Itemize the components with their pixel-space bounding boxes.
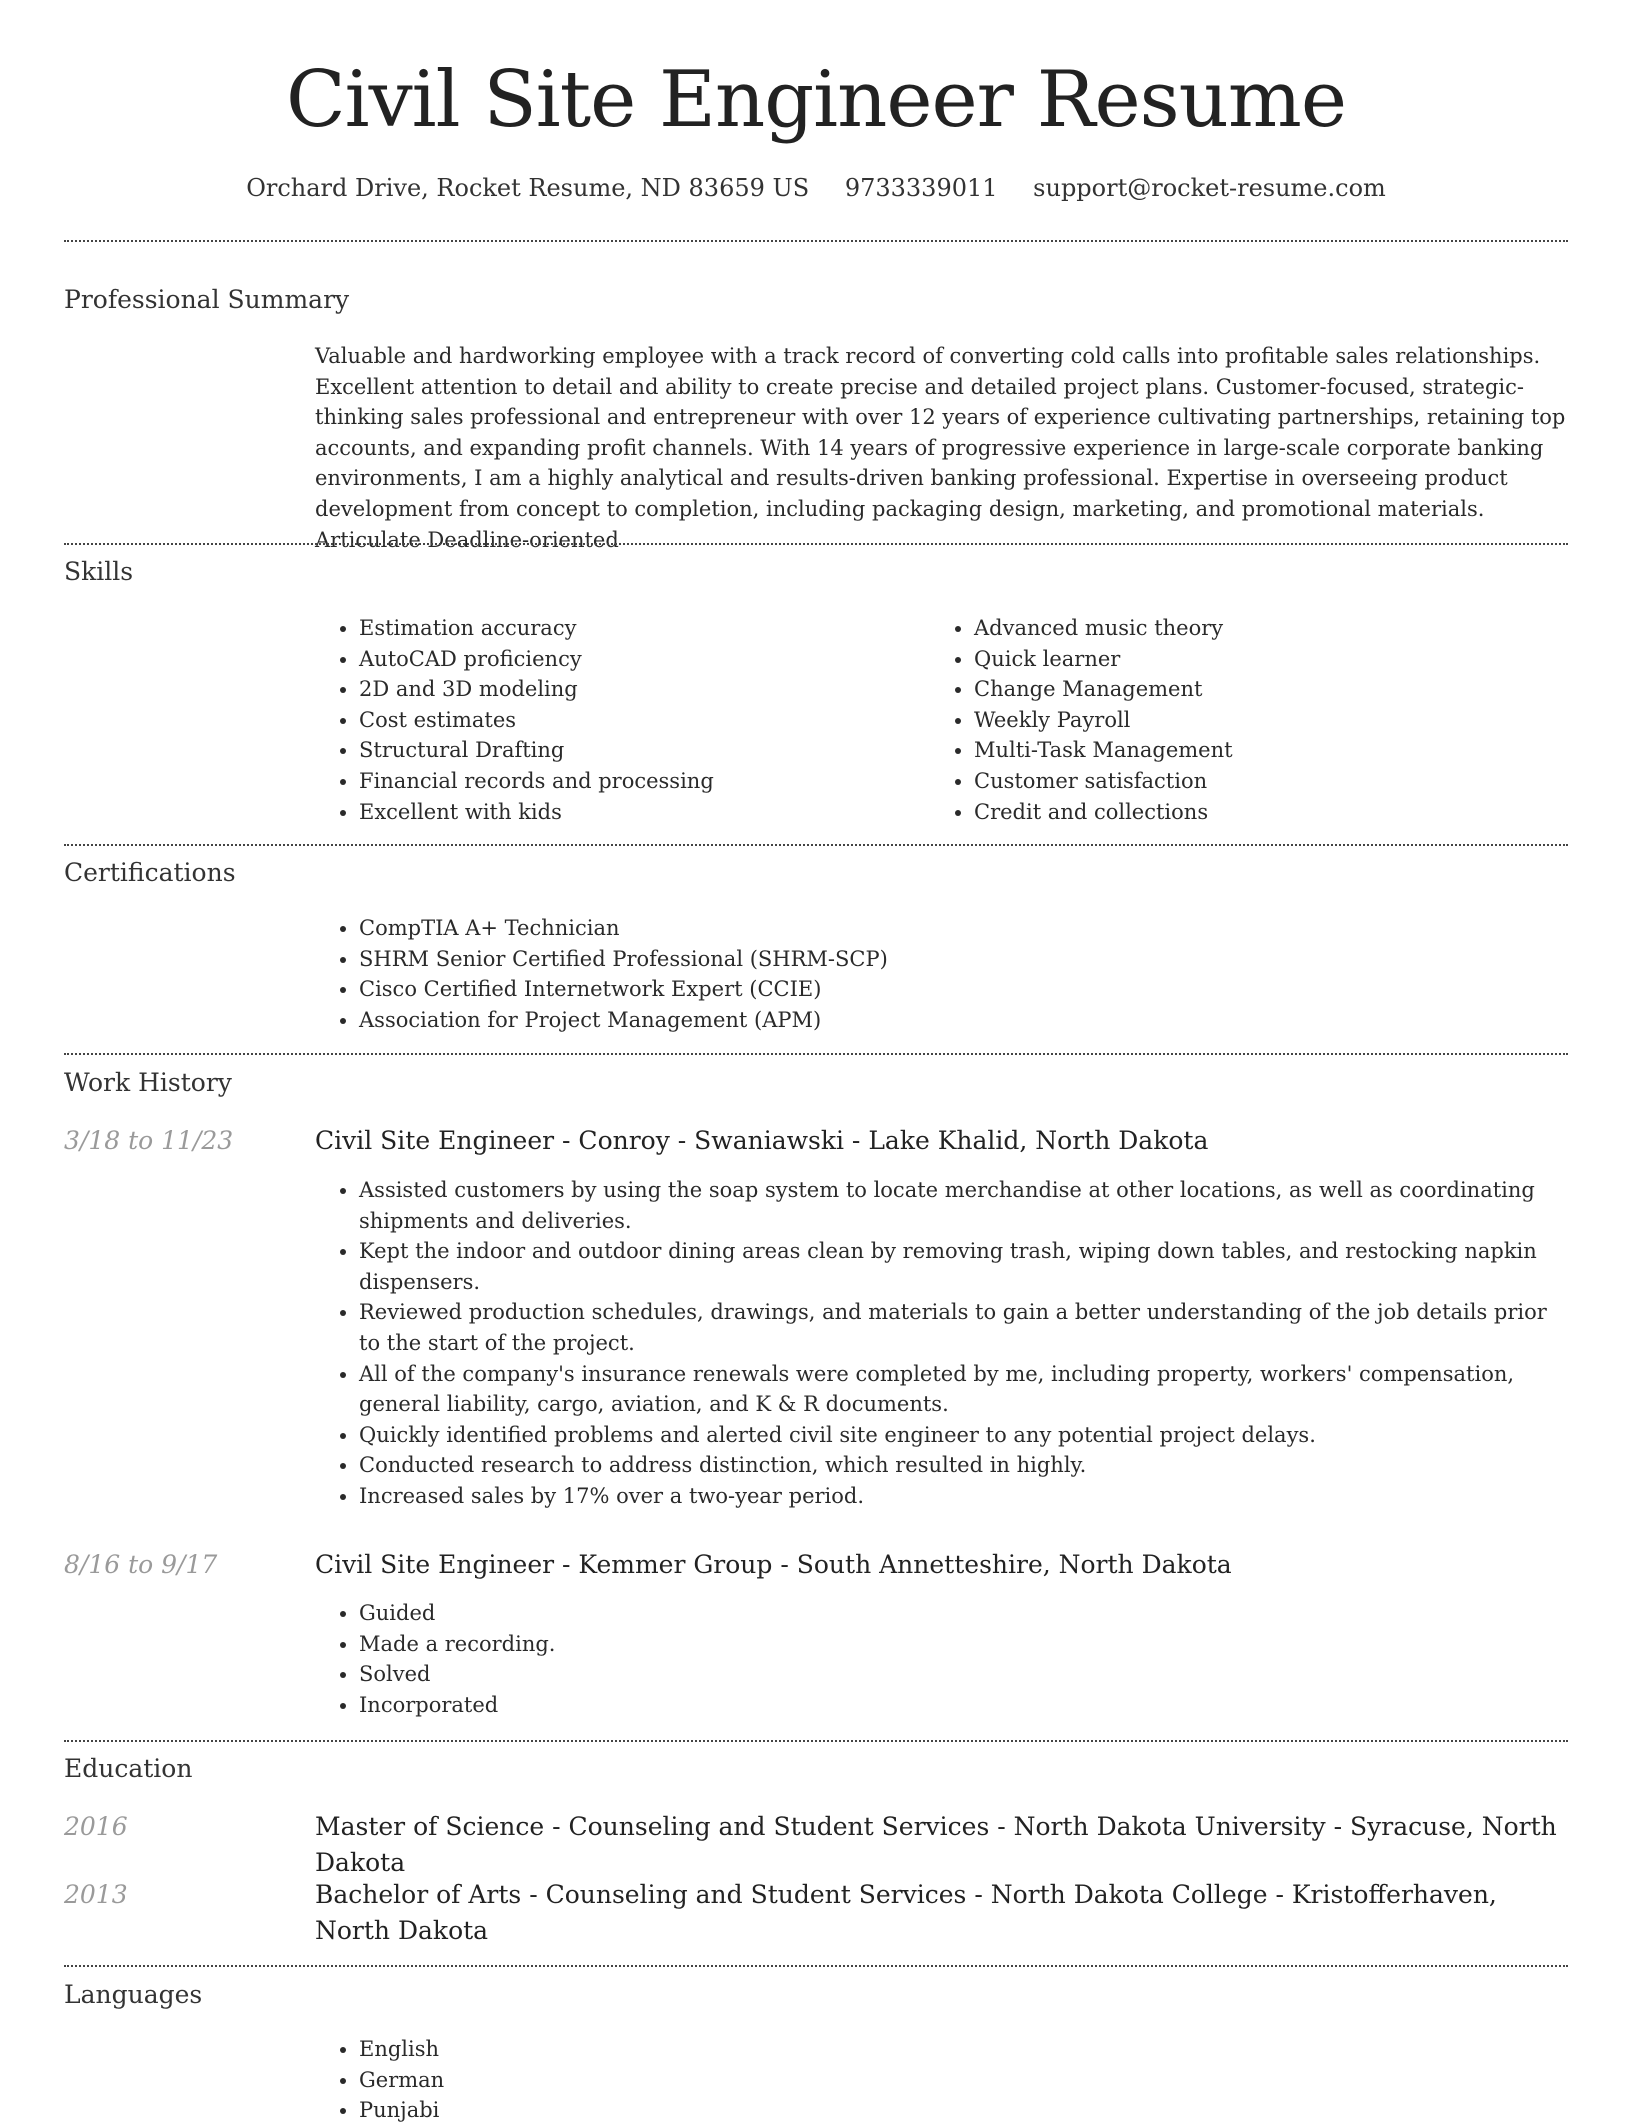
section-divider — [64, 1965, 1568, 1967]
job-heading — [315, 1123, 1568, 1159]
skill-item: • Advanced music theory — [974, 613, 1574, 644]
skill-item: • Credit and collections — [974, 797, 1574, 828]
skill-item: • Change Management — [974, 674, 1574, 705]
job-bullet: • Increased sales by 17% over a two-year period. — [359, 1481, 1568, 1512]
job-bullets — [315, 1598, 1559, 1720]
skill-item: • Structural Drafting — [359, 735, 929, 766]
job-bullet: • Conducted research to address distinction, which resulted in highly. — [359, 1450, 1568, 1481]
section-divider — [64, 543, 1568, 545]
section-divider — [64, 844, 1568, 846]
summary-heading: Professional Summary — [64, 285, 350, 314]
education-degree: Bachelor of Arts - Counseling and Student Services — [315, 1880, 967, 1909]
education-heading: Education — [64, 1754, 193, 1783]
certification-item: • Cisco Certified Internetwork Expert (CCIE) — [359, 974, 1559, 1005]
skill-item: • Financial records and processing — [359, 766, 929, 797]
contact-address: Orchard Drive, Rocket Resume, ND 83659 US — [246, 174, 810, 202]
job-bullet: • Kept the indoor and outdoor dining areas clean by removing trash, wiping down tables, and restocking napkin dispensers. — [359, 1236, 1568, 1297]
job-bullet: • Made a recording. — [359, 1629, 1559, 1660]
job-bullet: • Reviewed production schedules, drawings, and materials to gain a better understanding of the job details prior to the start of the project. — [359, 1297, 1568, 1358]
skill-item: • Quick learner — [974, 644, 1574, 675]
skill-item: • Excellent with kids — [359, 797, 929, 828]
education-entry — [315, 1877, 1568, 1949]
language-item: • Punjabi — [359, 2095, 959, 2126]
certifications-heading: Certifications — [64, 858, 236, 887]
contact-phone: 9733339011 — [844, 174, 998, 202]
job-bullet: • Assisted customers by using the soap system to locate merchandise at other locations, as well as coordinating shipments and deliveries. — [359, 1175, 1568, 1236]
language-item: • German — [359, 2065, 959, 2096]
skill-item: • 2D and 3D modeling — [359, 674, 929, 705]
education-details: - North Dakota College - Kristofferhaven, North Dakota — [315, 1880, 1497, 1945]
job-bullets — [315, 1175, 1568, 1512]
education-degree: Master of Science - Counseling and Student Services — [315, 1812, 990, 1841]
certification-item: • Association for Project Management (APM) — [359, 1005, 1559, 1036]
skills-heading: Skills — [64, 557, 134, 586]
contact-email: support@rocket-resume.com — [1033, 174, 1386, 202]
job-title: Civil Site Engineer — [315, 1126, 555, 1155]
certification-item: • CompTIA A+ Technician — [359, 913, 1559, 944]
job-bullet: • All of the company's insurance renewals were completed by me, including property, workers' compensation, general liability, cargo, aviation, and K & R documents. — [359, 1359, 1568, 1420]
job-bullet: • Guided — [359, 1598, 1559, 1629]
page-title: Civil Site Engineer Resume — [285, 55, 1347, 145]
job-bullet: • Incorporated — [359, 1690, 1559, 1721]
section-divider — [64, 1053, 1568, 1055]
education-entry — [315, 1809, 1568, 1881]
skill-item: • Multi-Task Management — [974, 735, 1574, 766]
education-year: 2016 — [64, 1812, 128, 1841]
languages-heading: Languages — [64, 1980, 203, 2009]
job-details: - Conroy - Swaniawski - Lake Khalid, North Dakota — [554, 1126, 1209, 1155]
languages-list — [315, 2034, 959, 2126]
section-divider — [64, 1740, 1568, 1742]
work-history-heading: Work History — [64, 1068, 232, 1097]
job-title: Civil Site Engineer — [315, 1550, 555, 1579]
job-bullet: • Solved — [359, 1659, 1559, 1690]
section-divider — [64, 240, 1568, 242]
summary-text: Valuable and hardworking employee with a track record of converting cold calls into profitable sales relationships. Excellent attention to detail and ability to create precise and detailed project plans. Customer-focused, strategic-thinking sales professional and entrepreneur with over 12 years of experience cultivating partnerships, retaining top accounts, and expanding profit channels. With 14 years of progressive experience in large-scale corporate banking environments, I am a highly analytical and results-driven banking professional. Expertise in overseeing product development from concept to completion, including packaging design, marketing, and promotional materials. Articulate Deadline-oriented — [315, 344, 1566, 552]
skills-list-right — [930, 613, 1574, 827]
skill-item: • Cost estimates — [359, 705, 929, 736]
skill-item: • Customer satisfaction — [974, 766, 1574, 797]
job-details: - Kemmer Group - South Annetteshire, North Dakota — [554, 1550, 1232, 1579]
certifications-list — [315, 913, 1559, 1035]
skills-list-left — [315, 613, 929, 827]
skill-item: • AutoCAD proficiency — [359, 644, 929, 675]
certification-item: • SHRM Senior Certified Professional (SHRM-SCP) — [359, 944, 1559, 975]
skill-item: • Weekly Payroll — [974, 705, 1574, 736]
job-dates: 3/18 to 11/23 — [64, 1126, 234, 1155]
job-bullet: • Quickly identified problems and alerted civil site engineer to any potential project delays. — [359, 1420, 1568, 1451]
education-year: 2013 — [64, 1880, 128, 1909]
education-details: - North Dakota University - Syracuse, North Dakota — [315, 1812, 1557, 1877]
skill-item: • Estimation accuracy — [359, 613, 929, 644]
language-item: • English — [359, 2034, 959, 2065]
job-dates: 8/16 to 9/17 — [64, 1550, 218, 1579]
job-heading — [315, 1547, 1568, 1583]
contact-line — [64, 168, 1568, 208]
